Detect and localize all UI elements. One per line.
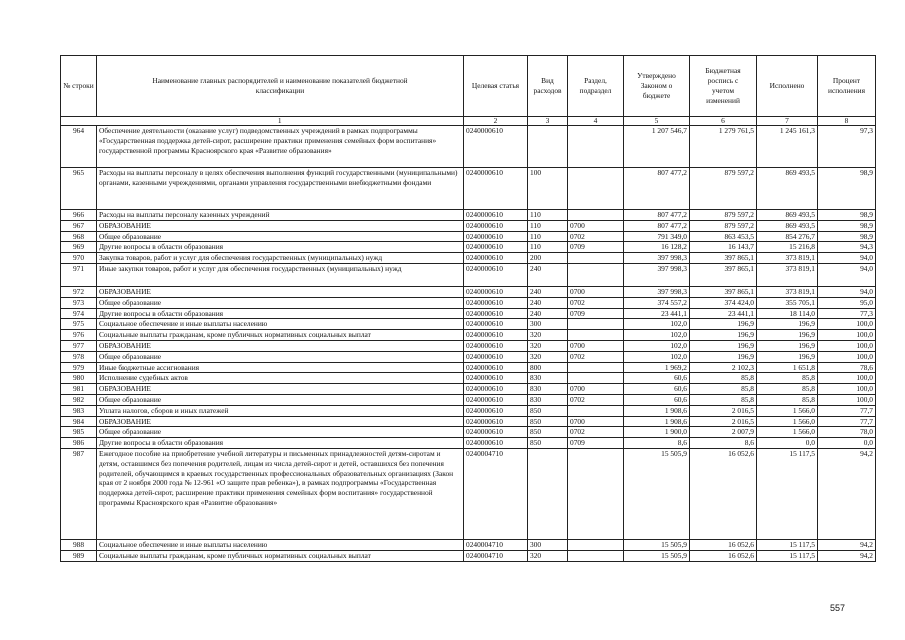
row-name-cell: Расходы на выплаты персоналу в целях обеспечения выполнения функций государственными (муниципальными) органами, казенными учреждениями, органами управления государственными внебюджетными фондами	[97, 168, 464, 210]
row-executed-cell: 1 245 161,3	[757, 126, 818, 168]
row-budget-cell: 23 441,1	[690, 308, 757, 319]
row-number-cell: 966	[61, 210, 97, 221]
table-row	[61, 351, 876, 362]
row-approved-cell: 23 441,1	[624, 308, 690, 319]
row-target-cell: 0240000610	[464, 394, 528, 405]
header-expense-type: Вид расходов	[528, 56, 568, 117]
row-executed-cell: 1 566,0	[757, 405, 818, 416]
row-approved-cell: 60,6	[624, 384, 690, 395]
row-budget-cell: 863 453,5	[690, 231, 757, 242]
row-percent-cell: 100,0	[818, 373, 876, 384]
row-percent-cell: 77,3	[818, 308, 876, 319]
row-name-cell: Общее образование	[97, 427, 464, 438]
row-number-cell: 964	[61, 126, 97, 168]
row-approved-cell: 1 908,6	[624, 416, 690, 427]
row-target-cell: 0240000610	[464, 242, 528, 253]
table-row	[61, 297, 876, 308]
row-target-cell: 0240000610	[464, 220, 528, 231]
row-approved-cell: 60,6	[624, 373, 690, 384]
column-number-cell: 8	[818, 117, 876, 126]
row-executed-cell: 85,8	[757, 394, 818, 405]
row-name-cell: ОБРАЗОВАНИЕ	[97, 286, 464, 297]
table-row	[61, 253, 876, 264]
table-row	[61, 330, 876, 341]
row-number-cell: 979	[61, 362, 97, 373]
row-target-cell: 0240000610	[464, 319, 528, 330]
row-expense-type-cell: 300	[528, 319, 568, 330]
row-target-cell: 0240000610	[464, 286, 528, 297]
row-expense-type-cell: 300	[528, 539, 568, 550]
row-expense-type-cell: 240	[528, 297, 568, 308]
row-approved-cell: 102,0	[624, 330, 690, 341]
row-target-cell: 0240004710	[464, 550, 528, 561]
row-section-cell: 0709	[568, 438, 624, 449]
row-target-cell: 0240004710	[464, 539, 528, 550]
row-target-cell: 0240000610	[464, 384, 528, 395]
row-number-cell: 976	[61, 330, 97, 341]
column-number-cell: 7	[757, 117, 818, 126]
row-name-cell: Исполнение судебных актов	[97, 373, 464, 384]
row-approved-cell: 397 998,3	[624, 263, 690, 286]
header-approved: Утверждено Законом о бюджете	[624, 56, 690, 117]
row-executed-cell: 196,9	[757, 351, 818, 362]
row-expense-type-cell: 320	[528, 340, 568, 351]
table-row	[61, 373, 876, 384]
row-budget-cell: 2 007,9	[690, 427, 757, 438]
table-row	[61, 308, 876, 319]
row-percent-cell: 94,3	[818, 242, 876, 253]
row-expense-type-cell: 830	[528, 384, 568, 395]
column-number-cell: 4	[568, 117, 624, 126]
row-approved-cell: 397 998,3	[624, 286, 690, 297]
row-executed-cell: 869 493,5	[757, 168, 818, 210]
row-expense-type-cell: 100	[528, 168, 568, 210]
row-approved-cell: 102,0	[624, 351, 690, 362]
row-percent-cell: 77,7	[818, 405, 876, 416]
row-executed-cell: 373 819,1	[757, 263, 818, 286]
row-expense-type-cell: 240	[528, 308, 568, 319]
row-name-cell: ОБРАЗОВАНИЕ	[97, 220, 464, 231]
row-percent-cell: 97,3	[818, 126, 876, 168]
row-expense-type-cell: 850	[528, 427, 568, 438]
row-target-cell: 0240000610	[464, 340, 528, 351]
row-number-cell: 985	[61, 427, 97, 438]
table-row	[61, 231, 876, 242]
row-target-cell: 0240004710	[464, 448, 528, 539]
table-row	[61, 168, 876, 210]
row-number-cell: 971	[61, 263, 97, 286]
row-section-cell: 0702	[568, 351, 624, 362]
row-section-cell: 0702	[568, 394, 624, 405]
row-expense-type-cell: 200	[528, 253, 568, 264]
row-name-cell: Другие вопросы в области образования	[97, 308, 464, 319]
row-expense-type-cell: 110	[528, 231, 568, 242]
row-target-cell: 0240000610	[464, 297, 528, 308]
row-name-cell: ОБРАЗОВАНИЕ	[97, 384, 464, 395]
row-name-cell: Уплата налогов, сборов и иных платежей	[97, 405, 464, 416]
row-budget-cell: 16 143,7	[690, 242, 757, 253]
row-percent-cell: 0,0	[818, 438, 876, 449]
row-expense-type-cell: 320	[528, 351, 568, 362]
row-name-cell: Социальные выплаты гражданам, кроме публичных нормативных социальных выплат	[97, 550, 464, 561]
row-name-cell: Закупка товаров, работ и услуг для обеспечения государственных (муниципальных) нужд	[97, 253, 464, 264]
table-row	[61, 427, 876, 438]
row-approved-cell: 102,0	[624, 340, 690, 351]
header-executed: Исполнено	[757, 56, 818, 117]
row-executed-cell: 373 819,1	[757, 253, 818, 264]
row-budget-cell: 397 865,1	[690, 253, 757, 264]
page-number: 557	[830, 603, 846, 613]
row-number-cell: 986	[61, 438, 97, 449]
row-target-cell: 0240000610	[464, 416, 528, 427]
row-number-cell: 973	[61, 297, 97, 308]
row-expense-type-cell: 110	[528, 220, 568, 231]
row-section-cell	[568, 210, 624, 221]
row-approved-cell: 15 505,9	[624, 550, 690, 561]
row-section-cell	[568, 330, 624, 341]
row-number-cell: 978	[61, 351, 97, 362]
column-number-cell: 6	[690, 117, 757, 126]
row-percent-cell: 94,0	[818, 263, 876, 286]
row-section-cell: 0700	[568, 416, 624, 427]
row-executed-cell: 85,8	[757, 373, 818, 384]
row-executed-cell: 196,9	[757, 330, 818, 341]
row-number-cell: 967	[61, 220, 97, 231]
table-row	[61, 319, 876, 330]
row-section-cell: 0700	[568, 340, 624, 351]
row-expense-type-cell: 240	[528, 263, 568, 286]
row-name-cell: Ежегодное пособие на приобретение учебной литературы и письменных принадлежностей детям-сиротам и детям, оставшимся без попечения родителей, лицам из числа детей-сирот и детей, оставшихся без попечения родителей, обучающимся в краевых государственных профессиональных образовательных организациях (Закон края от 2 ноября 2000 года № 12-961 «О защите прав ребенка»), в рамках подпрограммы «Государственная поддержка детей-сирот, расширение практики применения семейных форм воспитания» государственной программы Красноярского края «Развитие образования»	[97, 448, 464, 539]
row-target-cell: 0240000610	[464, 405, 528, 416]
row-number-cell: 968	[61, 231, 97, 242]
row-number-cell: 972	[61, 286, 97, 297]
row-approved-cell: 1 969,2	[624, 362, 690, 373]
row-executed-cell: 1 566,0	[757, 427, 818, 438]
row-section-cell	[568, 319, 624, 330]
row-budget-cell: 85,8	[690, 384, 757, 395]
row-budget-cell: 16 052,6	[690, 539, 757, 550]
row-number-cell: 984	[61, 416, 97, 427]
row-expense-type-cell	[528, 448, 568, 539]
row-name-cell: Другие вопросы в области образования	[97, 438, 464, 449]
row-name-cell: Социальное обеспечение и иные выплаты населению	[97, 319, 464, 330]
row-executed-cell: 355 705,1	[757, 297, 818, 308]
row-target-cell: 0240000610	[464, 351, 528, 362]
row-approved-cell: 1 207 546,7	[624, 126, 690, 168]
header-section: Раздел, подраздел	[568, 56, 624, 117]
row-percent-cell: 78,6	[818, 362, 876, 373]
row-percent-cell: 77,7	[818, 416, 876, 427]
row-section-cell: 0702	[568, 297, 624, 308]
header-target-article: Целевая статья	[464, 56, 528, 117]
row-number-cell: 977	[61, 340, 97, 351]
row-section-cell	[568, 362, 624, 373]
row-name-cell: Социальное обеспечение и иные выплаты населению	[97, 539, 464, 550]
budget-execution-table	[60, 55, 876, 562]
table-row	[61, 539, 876, 550]
row-percent-cell: 100,0	[818, 384, 876, 395]
row-budget-cell: 879 597,2	[690, 210, 757, 221]
row-budget-cell: 8,6	[690, 438, 757, 449]
row-target-cell: 0240000610	[464, 126, 528, 168]
row-approved-cell: 374 557,2	[624, 297, 690, 308]
row-budget-cell: 196,9	[690, 340, 757, 351]
row-name-cell: Иные закупки товаров, работ и услуг для обеспечения государственных (муниципальных) нужд	[97, 263, 464, 286]
row-name-cell: Другие вопросы в области образования	[97, 242, 464, 253]
row-section-cell	[568, 448, 624, 539]
row-target-cell: 0240000610	[464, 210, 528, 221]
row-expense-type-cell: 240	[528, 286, 568, 297]
table-row	[61, 405, 876, 416]
row-number-cell: 983	[61, 405, 97, 416]
row-expense-type-cell: 320	[528, 330, 568, 341]
row-number-cell: 974	[61, 308, 97, 319]
row-section-cell	[568, 253, 624, 264]
row-name-cell: ОБРАЗОВАНИЕ	[97, 416, 464, 427]
table-row	[61, 362, 876, 373]
column-number-cell	[61, 117, 97, 126]
row-expense-type-cell: 110	[528, 210, 568, 221]
row-expense-type-cell: 830	[528, 373, 568, 384]
row-target-cell: 0240000610	[464, 427, 528, 438]
row-approved-cell: 807 477,2	[624, 220, 690, 231]
table-row	[61, 242, 876, 253]
row-name-cell: Общее образование	[97, 351, 464, 362]
row-approved-cell: 1 908,6	[624, 405, 690, 416]
row-percent-cell: 94,2	[818, 550, 876, 561]
row-number-cell: 965	[61, 168, 97, 210]
row-number-cell: 970	[61, 253, 97, 264]
column-number-cell: 1	[97, 117, 464, 126]
row-target-cell: 0240000610	[464, 373, 528, 384]
row-executed-cell: 15 117,5	[757, 448, 818, 539]
row-target-cell: 0240000610	[464, 263, 528, 286]
row-percent-cell: 94,0	[818, 253, 876, 264]
table-row	[61, 550, 876, 561]
row-percent-cell: 100,0	[818, 394, 876, 405]
row-percent-cell: 94,0	[818, 286, 876, 297]
row-percent-cell: 100,0	[818, 330, 876, 341]
row-executed-cell: 1 651,8	[757, 362, 818, 373]
row-budget-cell: 2 102,3	[690, 362, 757, 373]
row-budget-cell: 397 865,1	[690, 263, 757, 286]
row-percent-cell: 100,0	[818, 351, 876, 362]
table-row	[61, 448, 876, 539]
column-number-cell: 5	[624, 117, 690, 126]
column-number-cell: 3	[528, 117, 568, 126]
row-name-cell: Общее образование	[97, 231, 464, 242]
row-target-cell: 0240000610	[464, 330, 528, 341]
row-number-cell: 975	[61, 319, 97, 330]
row-executed-cell: 18 114,0	[757, 308, 818, 319]
row-budget-cell: 85,8	[690, 373, 757, 384]
row-name-cell: Иные бюджетные ассигнования	[97, 362, 464, 373]
row-budget-cell: 196,9	[690, 319, 757, 330]
table-row	[61, 286, 876, 297]
row-approved-cell: 16 128,2	[624, 242, 690, 253]
header-percent: Процент исполнения	[818, 56, 876, 117]
row-budget-cell: 16 052,6	[690, 550, 757, 561]
row-expense-type-cell: 850	[528, 438, 568, 449]
row-target-cell: 0240000610	[464, 308, 528, 319]
row-percent-cell: 98,9	[818, 231, 876, 242]
row-approved-cell: 807 477,2	[624, 168, 690, 210]
row-executed-cell: 15 117,5	[757, 550, 818, 561]
row-approved-cell: 15 505,9	[624, 539, 690, 550]
table-row	[61, 394, 876, 405]
row-name-cell: ОБРАЗОВАНИЕ	[97, 340, 464, 351]
row-budget-cell: 1 279 761,5	[690, 126, 757, 168]
row-expense-type-cell: 110	[528, 242, 568, 253]
row-target-cell: 0240000610	[464, 253, 528, 264]
row-name-cell: Общее образование	[97, 297, 464, 308]
row-number-cell: 981	[61, 384, 97, 395]
row-section-cell: 0700	[568, 220, 624, 231]
row-expense-type-cell	[528, 126, 568, 168]
row-percent-cell: 100,0	[818, 319, 876, 330]
row-percent-cell: 78,0	[818, 427, 876, 438]
row-budget-cell: 397 865,1	[690, 286, 757, 297]
row-budget-cell: 16 052,6	[690, 448, 757, 539]
table-row	[61, 416, 876, 427]
row-approved-cell: 8,6	[624, 438, 690, 449]
row-expense-type-cell: 320	[528, 550, 568, 561]
row-budget-cell: 879 597,2	[690, 220, 757, 231]
row-section-cell: 0700	[568, 286, 624, 297]
row-executed-cell: 1 566,0	[757, 416, 818, 427]
table-row	[61, 263, 876, 286]
row-name-cell: Социальные выплаты гражданам, кроме публичных нормативных социальных выплат	[97, 330, 464, 341]
row-budget-cell: 196,9	[690, 330, 757, 341]
row-executed-cell: 85,8	[757, 384, 818, 395]
row-budget-cell: 2 016,5	[690, 405, 757, 416]
row-target-cell: 0240000610	[464, 362, 528, 373]
row-section-cell	[568, 373, 624, 384]
row-executed-cell: 196,9	[757, 340, 818, 351]
row-executed-cell: 15 117,5	[757, 539, 818, 550]
row-executed-cell: 373 819,1	[757, 286, 818, 297]
row-name-cell: Обеспечение деятельности (оказание услуг) подведомственных учреждений в рамках подпрограммы «Государственная поддержка детей-сирот, расширение практики применения семейных форм воспитания» государственной программы Красноярского края «Развитие образования»	[97, 126, 464, 168]
row-approved-cell: 791 349,0	[624, 231, 690, 242]
row-target-cell: 0240000610	[464, 168, 528, 210]
row-executed-cell: 869 493,5	[757, 220, 818, 231]
row-percent-cell: 98,9	[818, 210, 876, 221]
row-approved-cell: 397 998,3	[624, 253, 690, 264]
row-name-cell: Расходы на выплаты персоналу казенных учреждений	[97, 210, 464, 221]
header-budget-list: Бюджетная роспись с учетом изменений	[690, 56, 757, 117]
row-budget-cell: 85,8	[690, 394, 757, 405]
row-section-cell	[568, 539, 624, 550]
row-name-cell: Общее образование	[97, 394, 464, 405]
row-section-cell: 0700	[568, 384, 624, 395]
table-row	[61, 220, 876, 231]
row-percent-cell: 95,0	[818, 297, 876, 308]
column-number-row	[61, 117, 876, 126]
row-approved-cell: 807 477,2	[624, 210, 690, 221]
row-percent-cell: 98,9	[818, 168, 876, 210]
row-percent-cell: 94,2	[818, 448, 876, 539]
row-section-cell: 0702	[568, 427, 624, 438]
table-row	[61, 126, 876, 168]
row-approved-cell: 1 900,0	[624, 427, 690, 438]
row-budget-cell: 374 424,0	[690, 297, 757, 308]
row-approved-cell: 102,0	[624, 319, 690, 330]
row-number-cell: 989	[61, 550, 97, 561]
header-row-number: № строки	[61, 56, 97, 117]
table-row	[61, 438, 876, 449]
row-approved-cell: 15 505,9	[624, 448, 690, 539]
column-number-cell: 2	[464, 117, 528, 126]
row-number-cell: 969	[61, 242, 97, 253]
row-executed-cell: 0,0	[757, 438, 818, 449]
row-expense-type-cell: 830	[528, 394, 568, 405]
row-expense-type-cell: 800	[528, 362, 568, 373]
row-approved-cell: 60,6	[624, 394, 690, 405]
row-section-cell: 0709	[568, 308, 624, 319]
table-header-row	[61, 56, 876, 117]
row-executed-cell: 869 493,5	[757, 210, 818, 221]
row-number-cell: 988	[61, 539, 97, 550]
row-percent-cell: 100,0	[818, 340, 876, 351]
row-number-cell: 982	[61, 394, 97, 405]
table-row	[61, 340, 876, 351]
row-percent-cell: 98,9	[818, 220, 876, 231]
row-section-cell	[568, 550, 624, 561]
row-executed-cell: 196,9	[757, 319, 818, 330]
row-section-cell: 0709	[568, 242, 624, 253]
row-section-cell: 0702	[568, 231, 624, 242]
row-section-cell	[568, 168, 624, 210]
row-section-cell	[568, 263, 624, 286]
row-budget-cell: 879 597,2	[690, 168, 757, 210]
row-number-cell: 980	[61, 373, 97, 384]
row-target-cell: 0240000610	[464, 231, 528, 242]
header-name: Наименование главных распорядителей и наименование показателей бюджетной классификации	[97, 56, 464, 117]
row-executed-cell: 854 276,7	[757, 231, 818, 242]
table-row	[61, 384, 876, 395]
row-budget-cell: 196,9	[690, 351, 757, 362]
table-row	[61, 210, 876, 221]
row-section-cell	[568, 126, 624, 168]
row-percent-cell: 94,2	[818, 539, 876, 550]
row-executed-cell: 15 216,8	[757, 242, 818, 253]
row-expense-type-cell: 850	[528, 416, 568, 427]
row-expense-type-cell: 850	[528, 405, 568, 416]
row-section-cell	[568, 405, 624, 416]
row-number-cell: 987	[61, 448, 97, 539]
row-budget-cell: 2 016,5	[690, 416, 757, 427]
row-target-cell: 0240000610	[464, 438, 528, 449]
